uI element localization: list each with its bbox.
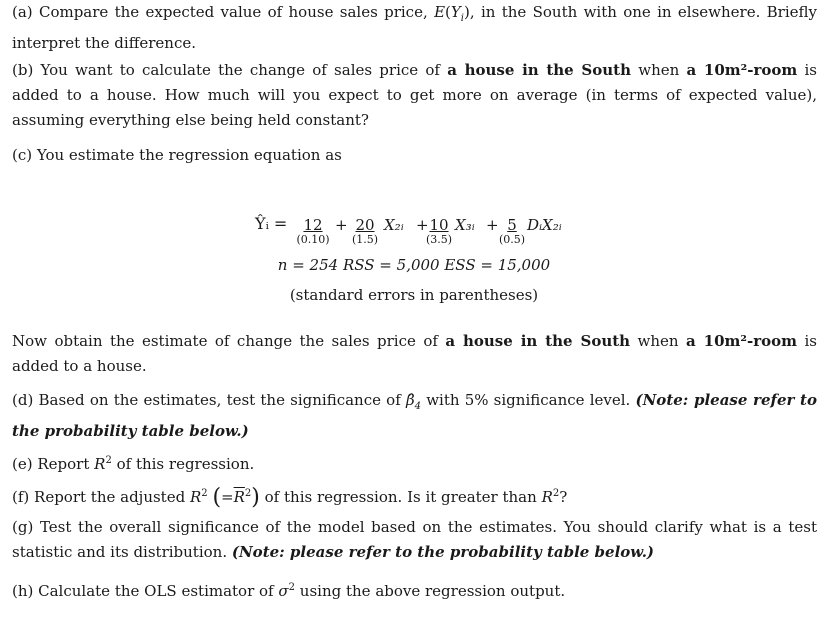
question-f: (f) Report the adjusted $R^2$ $(=\overline{R}^2)$ of this regression. Is it greater than $R^2$? (12, 485, 568, 510)
question-g-note: (Note: please refer to the probability table below.) (231, 543, 655, 561)
equation-term-dx2: 5 (0.5) (498, 216, 526, 246)
equation-term-x2: 20 (1.5) (351, 216, 379, 246)
question-f-text-1: (f) Report the adjusted (12, 488, 186, 506)
question-b-text-1: (b) You want to calculate the change of sales price of (12, 61, 440, 79)
equation-lhs: Ŷᵢ = (255, 214, 288, 233)
question-c (12, 143, 817, 168)
r-squared-symbol: R (94, 455, 106, 473)
question-a-text-1: (a) Compare the expected value of house sales price, (12, 3, 428, 21)
question-now-text-2: when (637, 332, 679, 350)
question-a: (a) Compare the expected value of house sales price, $E(Y_i)$, in the South with one in elsewhere. Briefly interpret the difference. (12, 3, 818, 52)
se-x3: (3.5) (425, 233, 453, 246)
question-b (12, 58, 817, 133)
question-g (12, 515, 817, 565)
beta-4-hat-symbol: $\betâ_4$ (405, 391, 421, 412)
se-dx2: (0.5) (498, 233, 526, 246)
question-d-text-1: (d) Based on the estimates, test the significance of (12, 391, 401, 409)
question-e: (e) Report $R^2$ of this regression. (12, 455, 255, 473)
question-h-text-1: (h) Calculate the OLS estimator of (12, 582, 274, 600)
var-dx2: DᵢX₂ᵢ (527, 216, 562, 234)
question-now-bold-1: a house in the South (445, 332, 631, 350)
question-now-bold-2: a 10m²-room (686, 332, 797, 350)
regression-stats: n = 254 RSS = 5,000 ESS = 15,000 (277, 256, 551, 274)
question-b-bold-1: a house in the South (447, 61, 631, 79)
standard-errors-note: (standard errors in parentheses) (289, 286, 539, 304)
question-d-text-2: with 5% significance level. (426, 391, 631, 409)
question-b-bold-2: a 10m²-room (686, 61, 798, 79)
equation-term-x3: 10 (3.5) (425, 216, 453, 246)
question-now-text-1: Now obtain the estimate of change the sales price of (12, 332, 438, 350)
var-x3: X₃ᵢ (455, 216, 475, 234)
se-intercept: (0.10) (296, 233, 330, 246)
expected-value-symbol: E (434, 3, 446, 21)
question-d-note: (Note: please refer to the probability table below.) (12, 391, 817, 440)
question-b-text-2: when (638, 61, 680, 79)
se-x2: (1.5) (351, 233, 379, 246)
question-a-text-2: in the South with one in elsewhere. Briefly interpret the difference. (12, 3, 818, 52)
question-b-text-3: is added to a house. How much will you expect to get more on average (in terms of expected value), assuming everything else being held constant? (12, 61, 817, 129)
equation-term-intercept: 12 (0.10) (296, 216, 330, 246)
question-g-text-1: (g) Test the overall significance of the model based on the estimates. You should clarify what is a test statistic and its distribution. (12, 518, 817, 561)
var-x2: X₂ᵢ (384, 216, 404, 234)
question-e-text-2: of this regression. (116, 455, 255, 473)
question-f-text-2: of this regression. Is it greater than (264, 488, 537, 506)
adjusted-r-squared-symbol: R (189, 488, 202, 506)
question-d (12, 388, 817, 444)
question-e-text-1: (e) Report (12, 455, 90, 473)
question-h: (h) Calculate the OLS estimator of $\sigma^2$ using the above regression output. (12, 582, 566, 600)
question-now-text-3: is added to a house. (12, 332, 817, 375)
question-now (12, 329, 817, 379)
sigma-squared-symbol: σ (278, 582, 289, 600)
question-h-text-2: using the above regression output. (299, 582, 566, 600)
question-c-text: (c) You estimate the regression equation as (12, 146, 342, 164)
